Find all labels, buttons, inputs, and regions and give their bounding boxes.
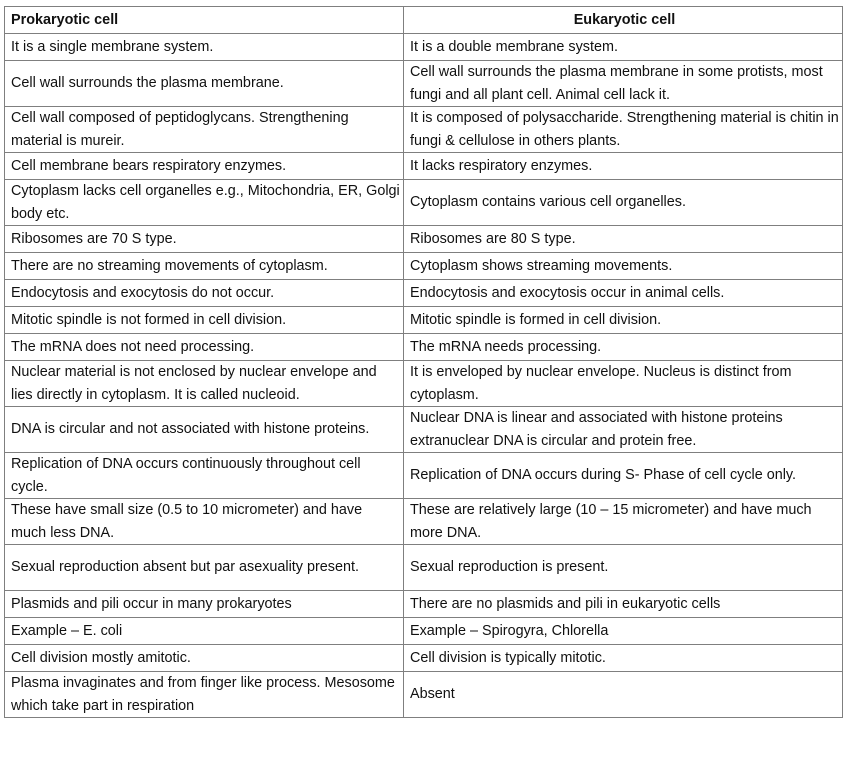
eukaryotic-cell: Mitotic spindle is formed in cell division. <box>404 307 843 334</box>
table-row <box>5 334 843 361</box>
prokaryotic-cell: Cell membrane bears respiratory enzymes. <box>5 153 404 180</box>
table-row <box>5 280 843 307</box>
eukaryotic-cell: Example – Spirogyra, Chlorella <box>404 618 843 645</box>
table-row <box>5 253 843 280</box>
table-row <box>5 107 843 153</box>
header-row <box>5 7 843 34</box>
table-row <box>5 453 843 499</box>
eukaryotic-cell: It is a double membrane system. <box>404 34 843 61</box>
table-row <box>5 361 843 407</box>
prokaryotic-cell: Cytoplasm lacks cell organelles e.g., Mitochondria, ER, Golgi body etc. <box>5 180 404 226</box>
eukaryotic-cell: Endocytosis and exocytosis occur in animal cells. <box>404 280 843 307</box>
eukaryotic-cell: Cell division is typically mitotic. <box>404 645 843 672</box>
prokaryotic-cell: Cell wall surrounds the plasma membrane. <box>5 61 404 107</box>
header-prokaryotic: Prokaryotic cell <box>5 7 404 34</box>
table-row <box>5 226 843 253</box>
eukaryotic-cell: Cytoplasm shows streaming movements. <box>404 253 843 280</box>
table-row <box>5 307 843 334</box>
prokaryotic-cell: Nuclear material is not enclosed by nuclear envelope and lies directly in cytoplasm. It is called nucleoid. <box>5 361 404 407</box>
table-row <box>5 645 843 672</box>
table-row <box>5 153 843 180</box>
prokaryotic-cell: DNA is circular and not associated with histone proteins. <box>5 407 404 453</box>
table-row <box>5 591 843 618</box>
table-row <box>5 672 843 718</box>
prokaryotic-cell: Plasmids and pili occur in many prokaryotes <box>5 591 404 618</box>
prokaryotic-cell: Endocytosis and exocytosis do not occur. <box>5 280 404 307</box>
eukaryotic-cell: Sexual reproduction is present. <box>404 545 843 591</box>
eukaryotic-cell: There are no plasmids and pili in eukaryotic cells <box>404 591 843 618</box>
table-row <box>5 545 843 591</box>
eukaryotic-cell: It is enveloped by nuclear envelope. Nucleus is distinct from cytoplasm. <box>404 361 843 407</box>
prokaryotic-cell: Mitotic spindle is not formed in cell division. <box>5 307 404 334</box>
eukaryotic-cell: Cell wall surrounds the plasma membrane in some protists, most fungi and all plant cell. Animal cell lack it. <box>404 61 843 107</box>
eukaryotic-cell: It is composed of polysaccharide. Strengthening material is chitin in fungi & cellulose in others plants. <box>404 107 843 153</box>
eukaryotic-cell: It lacks respiratory enzymes. <box>404 153 843 180</box>
prokaryotic-cell: The mRNA does not need processing. <box>5 334 404 361</box>
eukaryotic-cell: Nuclear DNA is linear and associated with histone proteins extranuclear DNA is circular and protein free. <box>404 407 843 453</box>
eukaryotic-cell: Absent <box>404 672 843 718</box>
prokaryotic-cell: There are no streaming movements of cytoplasm. <box>5 253 404 280</box>
eukaryotic-cell: These are relatively large (10 – 15 micrometer) and have much more DNA. <box>404 499 843 545</box>
prokaryotic-cell: Example – E. coli <box>5 618 404 645</box>
eukaryotic-cell: The mRNA needs processing. <box>404 334 843 361</box>
eukaryotic-cell: Ribosomes are 80 S type. <box>404 226 843 253</box>
eukaryotic-cell: Cytoplasm contains various cell organelles. <box>404 180 843 226</box>
prokaryotic-cell: Plasma invaginates and from finger like process. Mesosome which take part in respiration <box>5 672 404 718</box>
prokaryotic-cell: Replication of DNA occurs continuously throughout cell cycle. <box>5 453 404 499</box>
prokaryotic-cell: Cell wall composed of peptidoglycans. Strengthening material is mureir. <box>5 107 404 153</box>
prokaryotic-cell: Cell division mostly amitotic. <box>5 645 404 672</box>
table-row <box>5 180 843 226</box>
prokaryotic-cell: Ribosomes are 70 S type. <box>5 226 404 253</box>
prokaryotic-cell: Sexual reproduction absent but par asexuality present. <box>5 545 404 591</box>
header-eukaryotic: Eukaryotic cell <box>404 7 843 34</box>
comparison-table <box>4 6 843 718</box>
table-row <box>5 34 843 61</box>
eukaryotic-cell: Replication of DNA occurs during S- Phase of cell cycle only. <box>404 453 843 499</box>
table-row <box>5 499 843 545</box>
table-row <box>5 618 843 645</box>
table-row <box>5 407 843 453</box>
table-row <box>5 61 843 107</box>
prokaryotic-cell: It is a single membrane system. <box>5 34 404 61</box>
prokaryotic-cell: These have small size (0.5 to 10 micrometer) and have much less DNA. <box>5 499 404 545</box>
